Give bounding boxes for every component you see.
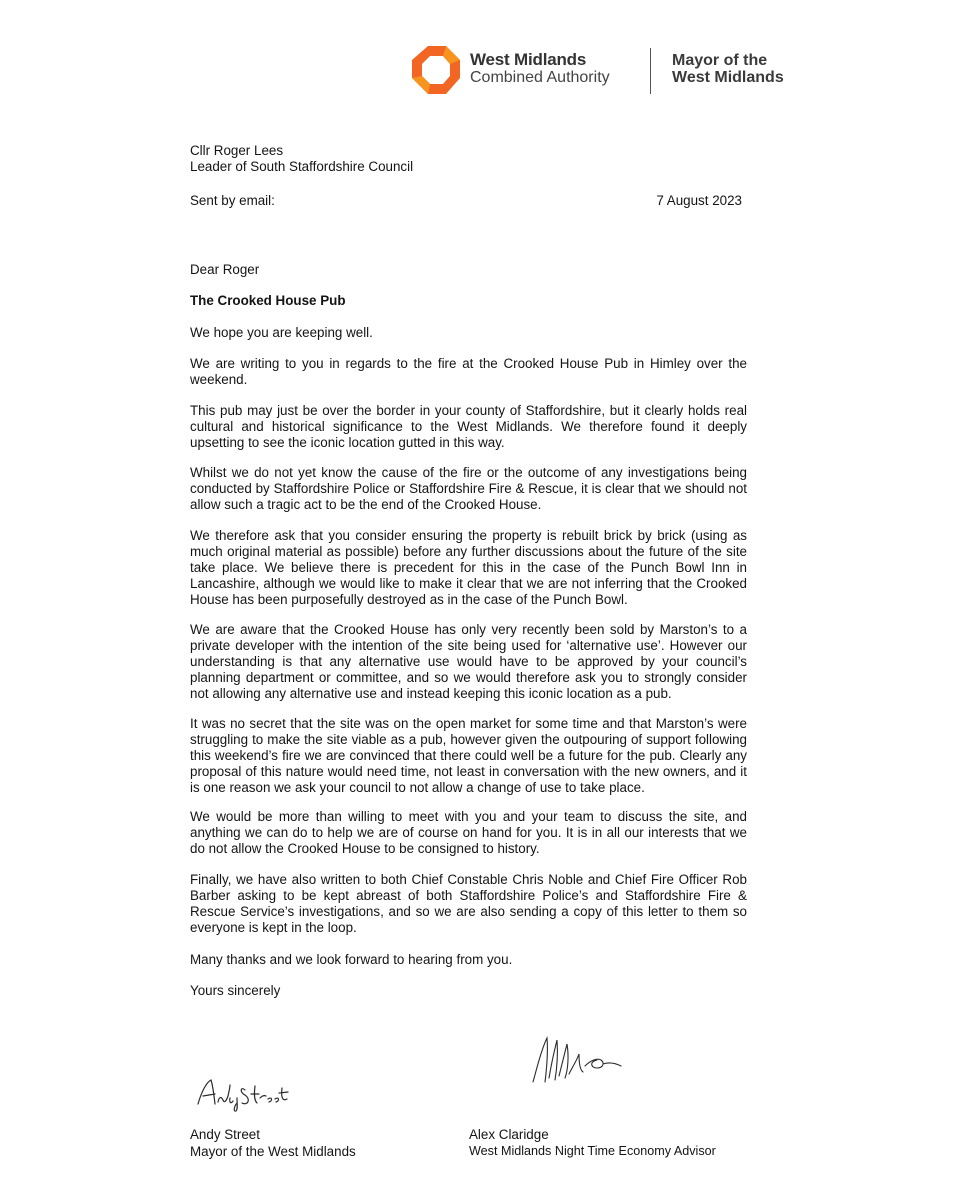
organisation-name-line2: Combined Authority	[470, 69, 610, 86]
letter-subject: The Crooked House Pub	[190, 293, 346, 308]
mayor-wordmark-line2: West Midlands	[672, 69, 784, 86]
body-paragraph: We therefore ask that you consider ensuring the property is rebuilt brick by brick (using as much original material as possible) before any further discussions about the future of the site take place. We believe there is precedent for this in the case of the Punch Bowl Inn in Lancashire, although we would like to make it clear that we are not inferring that the Crooked House has been purposefully destroyed as in the case of the Punch Bowl.	[190, 528, 747, 607]
organisation-name-line1: West Midlands	[470, 50, 587, 69]
letterhead	[410, 44, 810, 100]
organisation-name	[470, 51, 610, 87]
thanks-line: Many thanks and we look forward to hearing from you.	[190, 952, 513, 967]
andy-street-signature	[193, 1068, 308, 1113]
signatory-name: Andy Street	[190, 1127, 260, 1142]
mayor-wordmark-line1: Mayor of the	[672, 52, 768, 69]
mayor-wordmark	[672, 52, 784, 86]
greeting: We hope you are keeping well.	[190, 325, 373, 340]
recipient-block	[190, 143, 747, 175]
sent-by-label: Sent by email:	[190, 193, 275, 208]
wmca-logo-icon	[410, 44, 462, 96]
alex-claridge-signature	[527, 1030, 627, 1092]
body-paragraph: Whilst we do not yet know the cause of the fire or the outcome of any investigations being conducted by Staffordshire Police or Staffordshire Fire & Rescue, it is clear that we should not allow such a tragic act to be the end of the Crooked House.	[190, 465, 747, 512]
recipient-name: Cllr Roger Lees	[190, 143, 284, 158]
signatory-andy-street	[190, 1126, 356, 1160]
body-paragraph: Finally, we have also written to both Chief Constable Chris Noble and Chief Fire Officer Rob Barber asking to be kept abreast of both Staffordshire Police’s and Staffordshire Fire & Rescue Service’s investigations, and so we are also sending a copy of this letter to them so everyone is kept in the loop.	[190, 872, 747, 935]
body-paragraph: It was no secret that the site was on the open market for some time and that Marston’s were struggling to make the site viable as a pub, however given the outpouring of support following this weekend’s fire we are convinced that there could well be a future for the pub. Clearly any proposal of this nature would need time, not least in conversation with the new owners, and it is one reason we ask your council to not allow a change of use to take place.	[190, 716, 747, 795]
recipient-position: Leader of South Staffordshire Council	[190, 159, 414, 174]
salutation: Dear Roger	[190, 262, 260, 277]
signatory-title: Mayor of the West Midlands	[190, 1144, 356, 1159]
signatory-name: Alex Claridge	[469, 1127, 549, 1142]
signatory-alex-claridge	[469, 1126, 716, 1160]
body-paragraph: We are writing to you in regards to the fire at the Crooked House Pub in Himley over the weekend.	[190, 356, 747, 387]
letterhead-divider	[650, 48, 651, 94]
signatory-title: West Midlands Night Time Economy Advisor	[469, 1144, 716, 1158]
body-paragraph: This pub may just be over the border in your county of Staffordshire, but it clearly holds real cultural and historical significance to the West Midlands. We therefore found it deeply upsetting to see the iconic location gutted in this way.	[190, 403, 747, 450]
body-paragraph: We are aware that the Crooked House has only very recently been sold by Marston’s to a private developer with the intention of the site being used for ‘alternative use’. However our understanding is that any alternative use would have to be approved by your council’s planning department or committee, and so we would therefore ask you to strongly consider not allowing any alternative use and instead keeping this iconic location as a pub.	[190, 622, 747, 701]
body-paragraph: We would be more than willing to meet with you and your team to discuss the site, and anything we can do to help we are of course on hand for you. It is in all our interests that we do not allow the Crooked House to be consigned to history.	[190, 809, 747, 856]
closing-line: Yours sincerely	[190, 983, 281, 998]
letter-date: 7 August 2023	[656, 193, 742, 208]
